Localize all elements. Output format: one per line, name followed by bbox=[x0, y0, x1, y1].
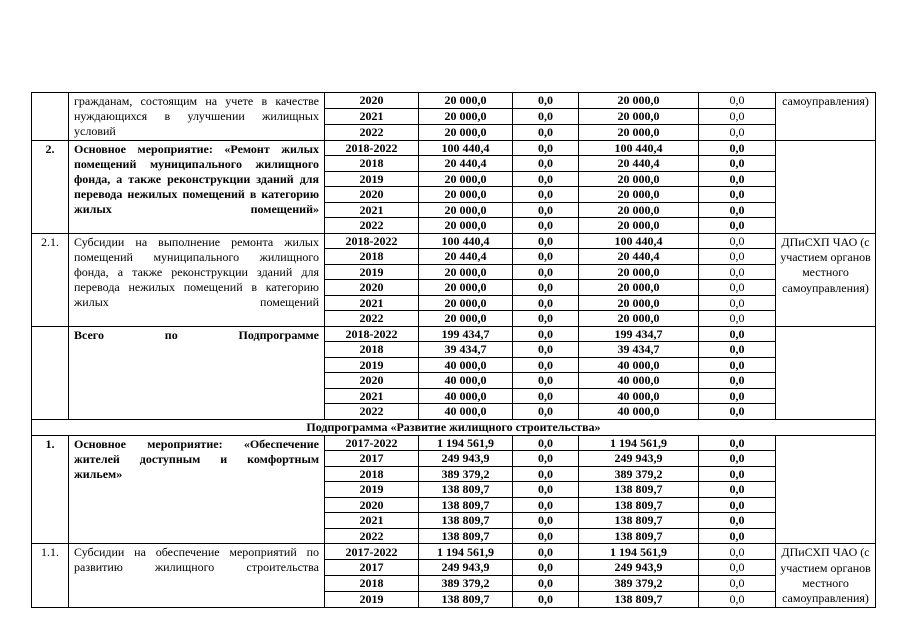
table-row bbox=[32, 233, 876, 249]
regional-budget-cell: 40 000,0 bbox=[579, 373, 699, 389]
federal-budget-cell: 0,0 bbox=[513, 513, 579, 529]
budget-table bbox=[31, 92, 876, 608]
total-amount-cell: 20 000,0 bbox=[419, 124, 513, 140]
total-amount-cell: 249 943,9 bbox=[419, 560, 513, 576]
regional-budget-cell: 1 194 561,9 bbox=[579, 435, 699, 451]
period-cell: 2021 bbox=[325, 295, 419, 311]
total-amount-cell: 20 000,0 bbox=[419, 311, 513, 327]
federal-budget-cell: 0,0 bbox=[513, 140, 579, 156]
regional-budget-cell: 138 809,7 bbox=[579, 513, 699, 529]
regional-budget-cell: 20 000,0 bbox=[579, 218, 699, 234]
other-sources-cell: 0,0 bbox=[699, 124, 776, 140]
federal-budget-cell: 0,0 bbox=[513, 264, 579, 280]
regional-budget-cell: 20 000,0 bbox=[579, 124, 699, 140]
total-amount-cell: 138 809,7 bbox=[419, 482, 513, 498]
federal-budget-cell: 0,0 bbox=[513, 218, 579, 234]
regional-budget-cell: 20 000,0 bbox=[579, 280, 699, 296]
executor-cell bbox=[776, 140, 876, 233]
total-amount-cell: 138 809,7 bbox=[419, 497, 513, 513]
other-sources-cell: 0,0 bbox=[699, 93, 776, 109]
regional-budget-cell: 249 943,9 bbox=[579, 451, 699, 467]
total-amount-cell: 20 000,0 bbox=[419, 264, 513, 280]
table-row bbox=[32, 140, 876, 156]
period-cell: 2017 bbox=[325, 451, 419, 467]
measure-name: гражданам, состоящим на учете в качестве нуждающихся в улучшении жилищных условий bbox=[69, 93, 325, 141]
other-sources-cell: 0,0 bbox=[699, 264, 776, 280]
federal-budget-cell: 0,0 bbox=[513, 202, 579, 218]
budget-table-page bbox=[31, 92, 875, 608]
federal-budget-cell: 0,0 bbox=[513, 357, 579, 373]
federal-budget-cell: 0,0 bbox=[513, 388, 579, 404]
federal-budget-cell: 0,0 bbox=[513, 93, 579, 109]
total-amount-cell: 40 000,0 bbox=[419, 373, 513, 389]
other-sources-cell: 0,0 bbox=[699, 591, 776, 607]
federal-budget-cell: 0,0 bbox=[513, 466, 579, 482]
federal-budget-cell: 0,0 bbox=[513, 435, 579, 451]
regional-budget-cell: 20 440,4 bbox=[579, 249, 699, 265]
other-sources-cell: 0,0 bbox=[699, 326, 776, 342]
other-sources-cell: 0,0 bbox=[699, 280, 776, 296]
federal-budget-cell: 0,0 bbox=[513, 560, 579, 576]
period-cell: 2021 bbox=[325, 108, 419, 124]
period-cell: 2020 bbox=[325, 93, 419, 109]
other-sources-cell: 0,0 bbox=[699, 233, 776, 249]
period-cell: 2022 bbox=[325, 218, 419, 234]
federal-budget-cell: 0,0 bbox=[513, 233, 579, 249]
measure-name: Субсидии на выполнение ремонта жилых помещений муниципального жилищного фонда, а также реконструкции зданий для перевода нежилых помещений в категорию жилых помещений bbox=[69, 233, 325, 326]
period-cell: 2017-2022 bbox=[325, 435, 419, 451]
federal-budget-cell: 0,0 bbox=[513, 451, 579, 467]
period-cell: 2019 bbox=[325, 482, 419, 498]
period-cell: 2020 bbox=[325, 280, 419, 296]
total-amount-cell: 100 440,4 bbox=[419, 140, 513, 156]
period-cell: 2018-2022 bbox=[325, 326, 419, 342]
total-amount-cell: 100 440,4 bbox=[419, 233, 513, 249]
other-sources-cell: 0,0 bbox=[699, 156, 776, 172]
regional-budget-cell: 20 000,0 bbox=[579, 171, 699, 187]
period-cell: 2019 bbox=[325, 357, 419, 373]
executor-cell: ДПиСХП ЧАО (с участием органов местного самоуправления) bbox=[776, 233, 876, 326]
period-cell: 2021 bbox=[325, 202, 419, 218]
regional-budget-cell: 40 000,0 bbox=[579, 404, 699, 420]
regional-budget-cell: 40 000,0 bbox=[579, 357, 699, 373]
regional-budget-cell: 100 440,4 bbox=[579, 233, 699, 249]
period-cell: 2022 bbox=[325, 311, 419, 327]
federal-budget-cell: 0,0 bbox=[513, 575, 579, 591]
federal-budget-cell: 0,0 bbox=[513, 295, 579, 311]
other-sources-cell: 0,0 bbox=[699, 140, 776, 156]
total-amount-cell: 1 194 561,9 bbox=[419, 544, 513, 560]
total-amount-cell: 20 000,0 bbox=[419, 171, 513, 187]
other-sources-cell: 0,0 bbox=[699, 202, 776, 218]
other-sources-cell: 0,0 bbox=[699, 575, 776, 591]
regional-budget-cell: 20 440,4 bbox=[579, 156, 699, 172]
federal-budget-cell: 0,0 bbox=[513, 156, 579, 172]
federal-budget-cell: 0,0 bbox=[513, 591, 579, 607]
period-cell: 2020 bbox=[325, 497, 419, 513]
federal-budget-cell: 0,0 bbox=[513, 497, 579, 513]
total-amount-cell: 39 434,7 bbox=[419, 342, 513, 358]
regional-budget-cell: 20 000,0 bbox=[579, 108, 699, 124]
total-amount-cell: 20 000,0 bbox=[419, 108, 513, 124]
period-cell: 2018-2022 bbox=[325, 140, 419, 156]
other-sources-cell: 0,0 bbox=[699, 295, 776, 311]
other-sources-cell: 0,0 bbox=[699, 108, 776, 124]
period-cell: 2018 bbox=[325, 575, 419, 591]
period-cell: 2017-2022 bbox=[325, 544, 419, 560]
other-sources-cell: 0,0 bbox=[699, 404, 776, 420]
period-cell: 2018-2022 bbox=[325, 233, 419, 249]
other-sources-cell: 0,0 bbox=[699, 497, 776, 513]
federal-budget-cell: 0,0 bbox=[513, 528, 579, 544]
other-sources-cell: 0,0 bbox=[699, 218, 776, 234]
executor-cell bbox=[776, 435, 876, 544]
table-row bbox=[32, 544, 876, 560]
period-cell: 2018 bbox=[325, 249, 419, 265]
regional-budget-cell: 20 000,0 bbox=[579, 264, 699, 280]
regional-budget-cell: 20 000,0 bbox=[579, 93, 699, 109]
total-amount-cell: 20 440,4 bbox=[419, 249, 513, 265]
budget-table-body bbox=[32, 93, 876, 608]
federal-budget-cell: 0,0 bbox=[513, 342, 579, 358]
item-number: 2.1. bbox=[32, 233, 69, 326]
section-header-row bbox=[32, 419, 876, 435]
regional-budget-cell: 389 379,2 bbox=[579, 466, 699, 482]
period-cell: 2020 bbox=[325, 187, 419, 203]
federal-budget-cell: 0,0 bbox=[513, 280, 579, 296]
table-row bbox=[32, 93, 876, 109]
regional-budget-cell: 138 809,7 bbox=[579, 497, 699, 513]
period-cell: 2021 bbox=[325, 388, 419, 404]
regional-budget-cell: 39 434,7 bbox=[579, 342, 699, 358]
federal-budget-cell: 0,0 bbox=[513, 373, 579, 389]
executor-cell bbox=[776, 326, 876, 419]
regional-budget-cell: 199 434,7 bbox=[579, 326, 699, 342]
regional-budget-cell: 138 809,7 bbox=[579, 528, 699, 544]
other-sources-cell: 0,0 bbox=[699, 482, 776, 498]
federal-budget-cell: 0,0 bbox=[513, 482, 579, 498]
other-sources-cell: 0,0 bbox=[699, 357, 776, 373]
federal-budget-cell: 0,0 bbox=[513, 124, 579, 140]
period-cell: 2019 bbox=[325, 591, 419, 607]
measure-name: Всего по Подпрограмме bbox=[69, 326, 325, 419]
federal-budget-cell: 0,0 bbox=[513, 404, 579, 420]
item-number: 1. bbox=[32, 435, 69, 544]
other-sources-cell: 0,0 bbox=[699, 435, 776, 451]
total-amount-cell: 20 000,0 bbox=[419, 93, 513, 109]
total-amount-cell: 20 000,0 bbox=[419, 218, 513, 234]
other-sources-cell: 0,0 bbox=[699, 466, 776, 482]
total-amount-cell: 40 000,0 bbox=[419, 404, 513, 420]
total-amount-cell: 249 943,9 bbox=[419, 451, 513, 467]
federal-budget-cell: 0,0 bbox=[513, 326, 579, 342]
period-cell: 2020 bbox=[325, 373, 419, 389]
other-sources-cell: 0,0 bbox=[699, 171, 776, 187]
period-cell: 2018 bbox=[325, 342, 419, 358]
regional-budget-cell: 138 809,7 bbox=[579, 591, 699, 607]
executor-cell: самоуправления) bbox=[776, 93, 876, 141]
period-cell: 2019 bbox=[325, 171, 419, 187]
total-amount-cell: 20 440,4 bbox=[419, 156, 513, 172]
table-row bbox=[32, 435, 876, 451]
period-cell: 2022 bbox=[325, 404, 419, 420]
total-amount-cell: 1 194 561,9 bbox=[419, 435, 513, 451]
total-amount-cell: 40 000,0 bbox=[419, 388, 513, 404]
section-title: Подпрограмма «Развитие жилищного строительства» bbox=[32, 419, 876, 435]
executor-cell: ДПиСХП ЧАО (с участием органов местного самоуправления) bbox=[776, 544, 876, 608]
federal-budget-cell: 0,0 bbox=[513, 249, 579, 265]
regional-budget-cell: 20 000,0 bbox=[579, 187, 699, 203]
other-sources-cell: 0,0 bbox=[699, 528, 776, 544]
total-amount-cell: 20 000,0 bbox=[419, 295, 513, 311]
measure-name: Основное мероприятие: «Обеспечение жителей доступным и комфортным жильем» bbox=[69, 435, 325, 544]
regional-budget-cell: 20 000,0 bbox=[579, 202, 699, 218]
regional-budget-cell: 138 809,7 bbox=[579, 482, 699, 498]
other-sources-cell: 0,0 bbox=[699, 544, 776, 560]
regional-budget-cell: 249 943,9 bbox=[579, 560, 699, 576]
regional-budget-cell: 40 000,0 bbox=[579, 388, 699, 404]
period-cell: 2018 bbox=[325, 466, 419, 482]
regional-budget-cell: 20 000,0 bbox=[579, 295, 699, 311]
total-amount-cell: 20 000,0 bbox=[419, 202, 513, 218]
other-sources-cell: 0,0 bbox=[699, 187, 776, 203]
item-number bbox=[32, 93, 69, 141]
other-sources-cell: 0,0 bbox=[699, 342, 776, 358]
period-cell: 2018 bbox=[325, 156, 419, 172]
total-amount-cell: 138 809,7 bbox=[419, 513, 513, 529]
total-amount-cell: 40 000,0 bbox=[419, 357, 513, 373]
total-amount-cell: 199 434,7 bbox=[419, 326, 513, 342]
item-number: 1.1. bbox=[32, 544, 69, 608]
other-sources-cell: 0,0 bbox=[699, 373, 776, 389]
total-amount-cell: 138 809,7 bbox=[419, 528, 513, 544]
regional-budget-cell: 1 194 561,9 bbox=[579, 544, 699, 560]
other-sources-cell: 0,0 bbox=[699, 249, 776, 265]
federal-budget-cell: 0,0 bbox=[513, 311, 579, 327]
federal-budget-cell: 0,0 bbox=[513, 108, 579, 124]
item-number: 2. bbox=[32, 140, 69, 233]
regional-budget-cell: 100 440,4 bbox=[579, 140, 699, 156]
period-cell: 2022 bbox=[325, 528, 419, 544]
period-cell: 2019 bbox=[325, 264, 419, 280]
period-cell: 2021 bbox=[325, 513, 419, 529]
total-amount-cell: 20 000,0 bbox=[419, 280, 513, 296]
total-amount-cell: 20 000,0 bbox=[419, 187, 513, 203]
total-amount-cell: 138 809,7 bbox=[419, 591, 513, 607]
federal-budget-cell: 0,0 bbox=[513, 171, 579, 187]
other-sources-cell: 0,0 bbox=[699, 560, 776, 576]
total-amount-cell: 389 379,2 bbox=[419, 575, 513, 591]
regional-budget-cell: 389 379,2 bbox=[579, 575, 699, 591]
measure-name: Основное мероприятие: «Ремонт жилых помещений муниципального жилищного фонда, а также реконструкции зданий для перевода нежилых помещений в категорию жилых помещений» bbox=[69, 140, 325, 233]
other-sources-cell: 0,0 bbox=[699, 451, 776, 467]
federal-budget-cell: 0,0 bbox=[513, 187, 579, 203]
table-row bbox=[32, 326, 876, 342]
regional-budget-cell: 20 000,0 bbox=[579, 311, 699, 327]
period-cell: 2017 bbox=[325, 560, 419, 576]
other-sources-cell: 0,0 bbox=[699, 311, 776, 327]
item-number bbox=[32, 326, 69, 419]
period-cell: 2022 bbox=[325, 124, 419, 140]
measure-name: Субсидии на обеспечение мероприятий по развитию жилищного строительства bbox=[69, 544, 325, 608]
total-amount-cell: 389 379,2 bbox=[419, 466, 513, 482]
federal-budget-cell: 0,0 bbox=[513, 544, 579, 560]
other-sources-cell: 0,0 bbox=[699, 513, 776, 529]
other-sources-cell: 0,0 bbox=[699, 388, 776, 404]
